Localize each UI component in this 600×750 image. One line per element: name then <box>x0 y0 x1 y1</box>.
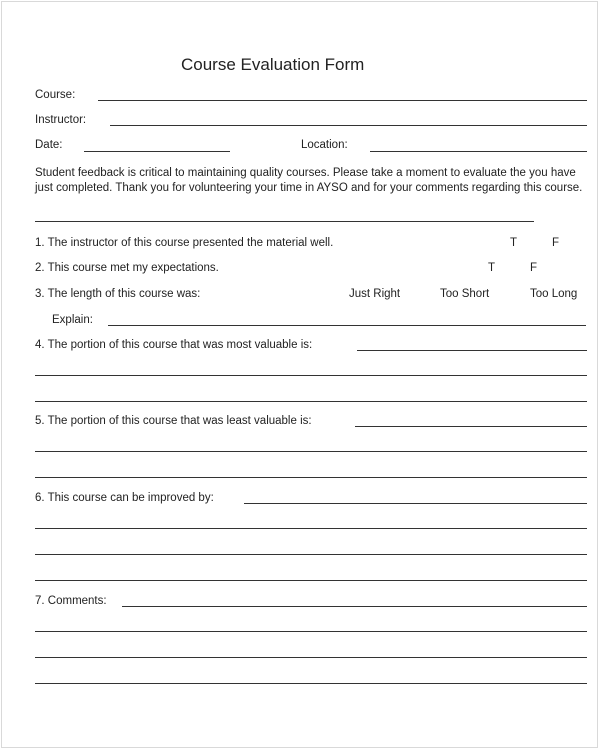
question-7: 7. Comments: <box>35 595 107 607</box>
question-3: 3. The length of this course was: <box>35 288 201 300</box>
q6-answer-line-3[interactable] <box>35 554 587 555</box>
q5-answer-line-1[interactable] <box>355 426 587 427</box>
q7-answer-line-2[interactable] <box>35 631 587 632</box>
q3-option-just-right[interactable]: Just Right <box>349 288 401 300</box>
q6-answer-line-4[interactable] <box>35 580 587 581</box>
q4-answer-line-1[interactable] <box>357 350 587 351</box>
q1-option-false[interactable]: F <box>552 237 560 249</box>
q5-answer-line-3[interactable] <box>35 477 587 478</box>
intro-course-name-field[interactable] <box>35 221 534 222</box>
q7-answer-line-1[interactable] <box>122 606 587 607</box>
page-title: Course Evaluation Form <box>181 55 365 74</box>
intro-paragraph: Student feedback is critical to maintaining quality courses. Please take a moment to evaluate the you have just completed. Thank you for volunteering your time in AYSO and for your comments regarding this course. <box>35 167 583 194</box>
question-5: 5. The portion of this course that was least valuable is: <box>35 415 312 427</box>
q2-option-false[interactable]: F <box>530 262 538 274</box>
q7-answer-line-4[interactable] <box>35 683 587 684</box>
date-field[interactable] <box>84 151 230 152</box>
q6-answer-line-1[interactable] <box>244 503 587 504</box>
q3-explain-label: Explain: <box>52 314 93 326</box>
q3-option-too-long[interactable]: Too Long <box>530 288 578 300</box>
q4-answer-line-3[interactable] <box>35 401 587 402</box>
date-label: Date: <box>35 139 63 151</box>
q3-option-too-short[interactable]: Too Short <box>440 288 490 300</box>
q2-option-true[interactable]: T <box>488 262 496 274</box>
location-label: Location: <box>301 139 348 151</box>
instructor-field[interactable] <box>110 125 587 126</box>
location-field[interactable] <box>370 151 587 152</box>
q6-answer-line-2[interactable] <box>35 528 587 529</box>
instructor-label: Instructor: <box>35 114 87 126</box>
question-4: 4. The portion of this course that was most valuable is: <box>35 339 313 351</box>
question-1: 1. The instructor of this course presented the material well. <box>35 237 334 249</box>
q1-option-true[interactable]: T <box>510 237 518 249</box>
q4-answer-line-2[interactable] <box>35 375 587 376</box>
q3-explain-field[interactable] <box>108 325 586 326</box>
q5-answer-line-2[interactable] <box>35 451 587 452</box>
question-6: 6. This course can be improved by: <box>35 492 214 504</box>
question-2: 2. This course met my expectations. <box>35 262 219 274</box>
q7-answer-line-3[interactable] <box>35 657 587 658</box>
course-label: Course: <box>35 89 76 101</box>
course-field[interactable] <box>98 100 587 101</box>
